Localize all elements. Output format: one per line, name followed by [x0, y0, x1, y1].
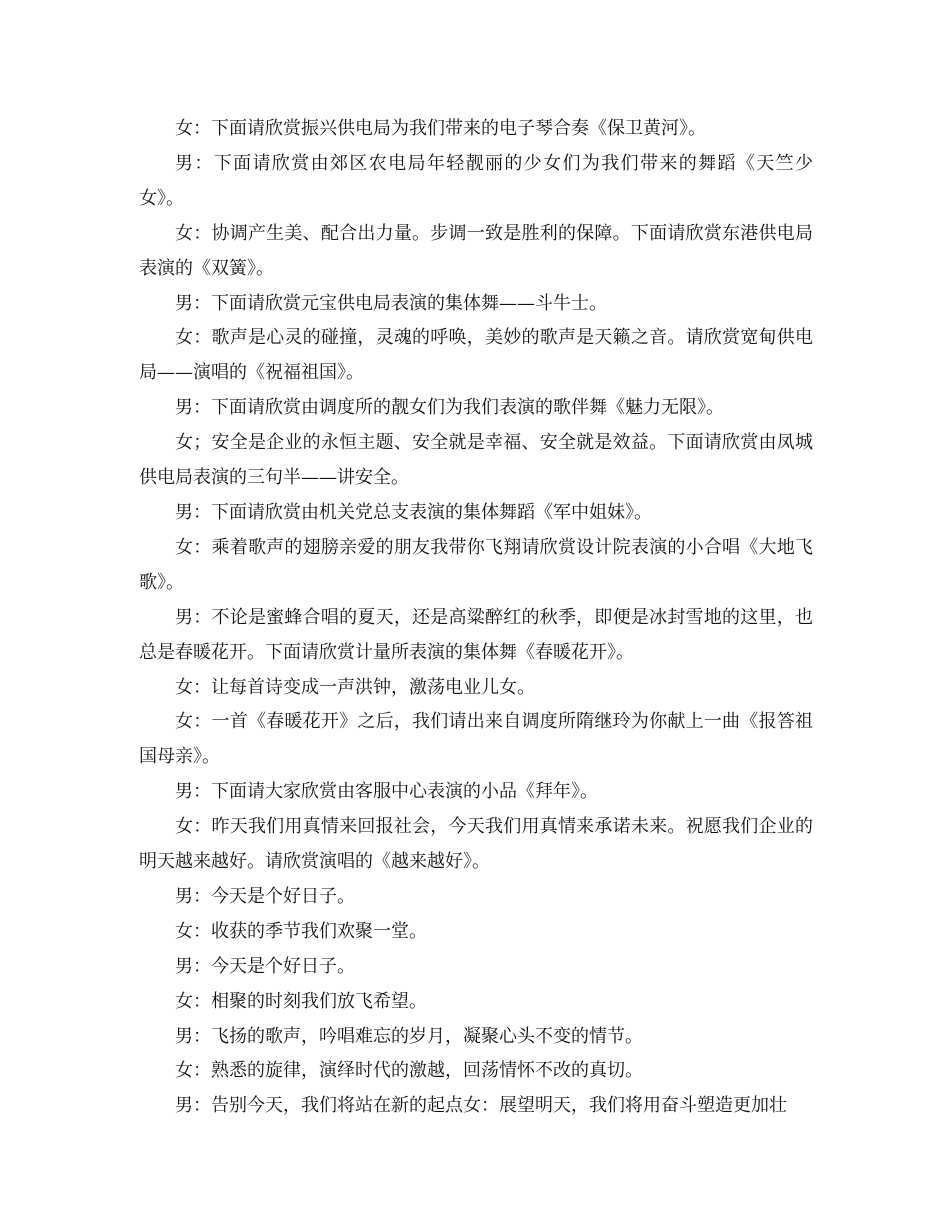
- script-paragraph: 男：告别今天，我们将站在新的起点女：展望明天，我们将用奋斗塑造更加壮: [175, 1095, 787, 1117]
- script-paragraph: 男：飞扬的歌声，吟唱难忘的岁月，凝聚心头不变的情节。: [175, 1025, 643, 1047]
- script-paragraph: 男：下面请欣赏由机关党总支表演的集体舞蹈《军中姐妹》。: [175, 501, 652, 523]
- script-paragraph: 男：下面请欣赏由调度所的靓女们为我们表演的歌伴舞《魅力无限》。: [175, 397, 724, 419]
- script-paragraph: 女：歌声是心灵的碰撞，灵魂的呼唤，美妙的歌声是天籁之音。请欣赏宽甸供电局——演唱的《祝福祖国》。: [139, 327, 813, 384]
- script-paragraph: 女：相聚的时刻我们放飞希望。: [175, 990, 427, 1012]
- script-paragraph: 男：今天是个好日子。: [175, 885, 355, 907]
- script-paragraph: 男：下面请大家欣赏由客服中心表演的小品《拜年》。: [175, 781, 598, 803]
- script-paragraph: 女；安全是企业的永恒主题、安全就是幸福、安全就是效益。下面请欣赏由凤城供电局表演的三句半——讲安全。: [139, 432, 813, 489]
- script-paragraph: 女：昨天我们用真情来回报社会，今天我们用真情来承诺未来。祝愿我们企业的明天越来越好。请欣赏演唱的《越来越好》。: [139, 816, 813, 873]
- script-paragraph: 男：下面请欣赏由郊区农电局年轻靓丽的少女们为我们带来的舞蹈《天竺少女》。: [139, 152, 813, 209]
- script-paragraph: 女：下面请欣赏振兴供电局为我们带来的电子琴合奏《保卫黄河》。: [175, 118, 706, 139]
- script-paragraph: 女：让每首诗变成一声洪钟，激荡电业儿女。: [175, 676, 535, 698]
- script-paragraph: 男：今天是个好日子。: [175, 955, 355, 977]
- script-paragraph: 男：下面请欣赏元宝供电局表演的集体舞——斗牛士。: [175, 292, 607, 314]
- script-paragraph: 男：不论是蜜蜂合唱的夏天，还是高粱醉红的秋季，即便是冰封雪地的这里，也总是春暖花开。下面请欣赏计量所表演的集体舞《春暖花开》。: [139, 606, 813, 663]
- script-paragraph: 女：收获的季节我们欢聚一堂。: [175, 920, 427, 942]
- script-paragraph: 女：一首《春暖花开》之后，我们请出来自调度所隋继玲为你献上一曲《报答祖国母亲》。: [139, 711, 813, 768]
- script-paragraph: 女：乘着歌声的翅膀亲爱的朋友我带你飞翔请欣赏设计院表演的小合唱《大地飞歌》。: [139, 536, 813, 593]
- document-page: [139, 112, 813, 1124]
- script-paragraph: 女：熟悉的旋律，演绎时代的激越，回荡情怀不改的真切。: [175, 1060, 643, 1082]
- script-paragraph: 女：协调产生美、配合出力量。步调一致是胜利的保障。下面请欣赏东港供电局表演的《双簧》。: [139, 222, 813, 279]
